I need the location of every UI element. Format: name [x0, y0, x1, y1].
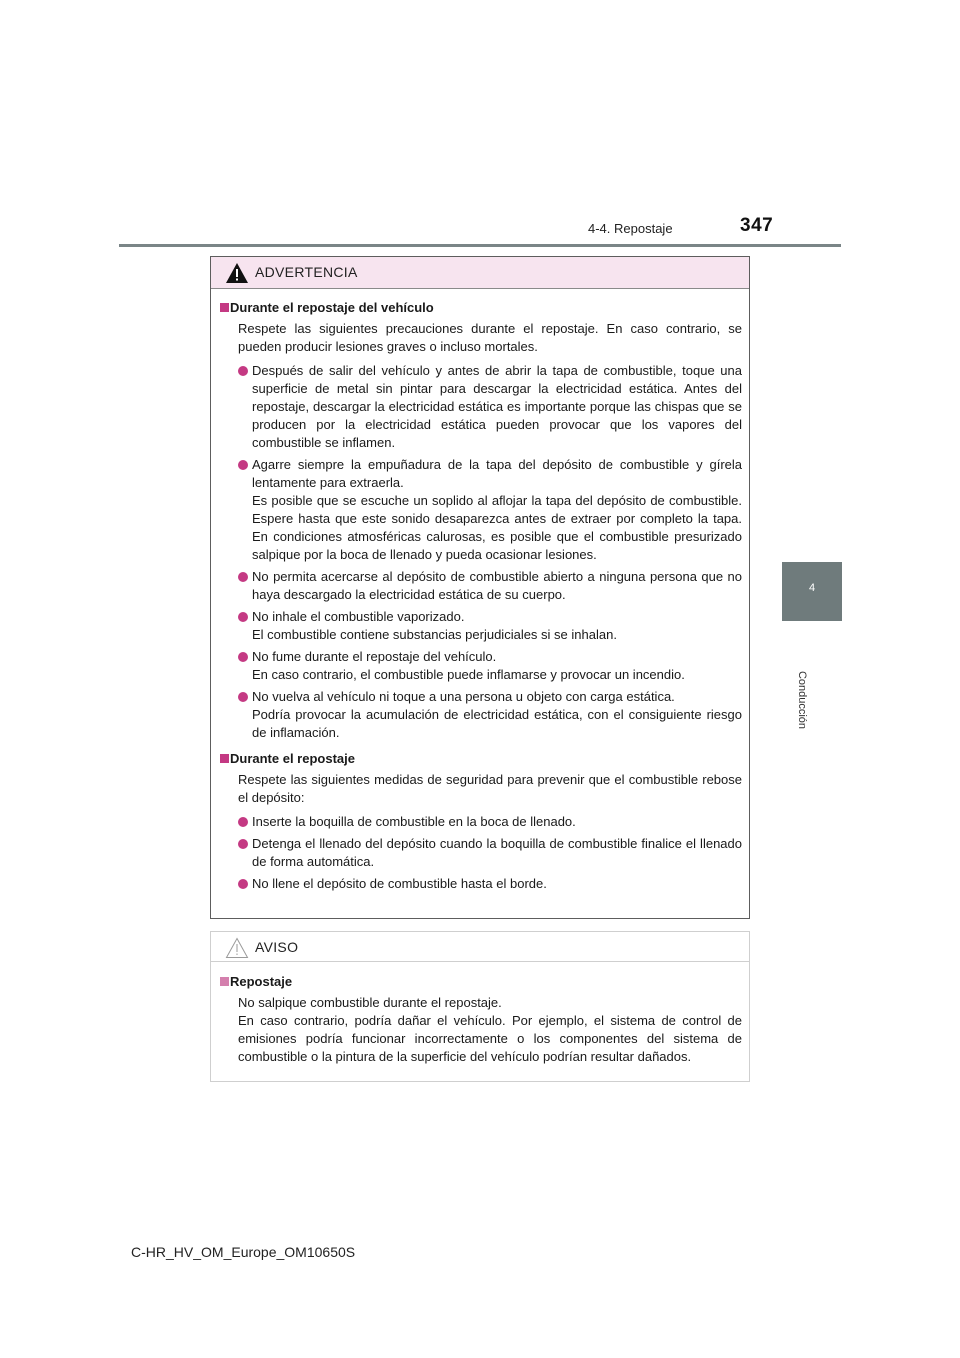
round-bullet-icon — [238, 652, 248, 662]
warning-triangle-icon — [225, 262, 249, 284]
caution-triangle-outline-icon — [225, 937, 249, 959]
round-bullet-icon — [238, 817, 248, 827]
notice-box-content — [220, 973, 742, 1072]
round-bullet-icon — [238, 366, 248, 376]
square-bullet-icon — [220, 303, 229, 312]
warning-section-intro: Respete las siguientes medidas de seguridad para prevenir que el combustible rebose el depósito: — [238, 772, 742, 805]
running-header-section: 4-4. Repostaje — [588, 221, 673, 236]
warning-section-heading-text: Durante el repostaje — [230, 751, 355, 766]
warning-box-header — [211, 257, 749, 289]
warning-section-heading — [220, 299, 742, 317]
list-item — [220, 688, 742, 742]
page-number: 347 — [740, 215, 774, 236]
notice-heading-text: Repostaje — [230, 974, 293, 989]
list-item-text: Detenga el llenado del depósito cuando la boquilla de combustible finalice el llenado de forma automática. — [252, 836, 742, 869]
notice-box-title: AVISO — [255, 939, 299, 955]
list-item — [220, 608, 742, 644]
chapter-tab — [782, 562, 842, 621]
notice-box — [210, 931, 750, 1082]
square-bullet-icon — [220, 977, 229, 986]
warning-item-list — [220, 813, 742, 893]
warning-box-content — [220, 299, 742, 901]
warning-box-title: ADVERTENCIA — [255, 264, 358, 280]
warning-section-heading — [220, 750, 742, 768]
list-item — [220, 875, 742, 893]
round-bullet-icon — [238, 692, 248, 702]
round-bullet-icon — [238, 460, 248, 470]
round-bullet-icon — [238, 612, 248, 622]
list-item-text: Agarre siempre la empuñadura de la tapa del depósito de combustible y gírela lentamente para extraerla. Es posible que se escuche un soplido al aflojar la tapa del depósito de combustible. Espere hasta que este sonido desaparezca antes de extraer por completo la tapa. En condiciones atmosféricas calurosas, es posible que el combustible presurizado salpique por la boca de llenado y pueda ocasionar lesiones. — [252, 457, 742, 562]
warning-section-intro: Respete las siguientes precauciones durante el repostaje. En caso contrario, se pueden producir lesiones graves o incluso mortales. — [238, 321, 742, 354]
chapter-label: Conducción — [796, 670, 808, 730]
list-item — [220, 648, 742, 684]
notice-heading — [220, 973, 742, 991]
list-item-text: No permita acercarse al depósito de combustible abierto a ninguna persona que no haya descargado la electricidad estática de su cuerpo. — [252, 569, 742, 602]
warning-section-heading-text: Durante el repostaje del vehículo — [230, 300, 434, 315]
round-bullet-icon — [238, 839, 248, 849]
list-item-text: No fume durante el repostaje del vehículo. En caso contrario, el combustible puede inflamarse y provocar un incendio. — [252, 649, 685, 682]
round-bullet-icon — [238, 879, 248, 889]
list-item-text: No inhale el combustible vaporizado. El combustible contiene substancias perjudiciales si se inhalan. — [252, 609, 617, 642]
list-item — [220, 456, 742, 564]
chapter-number: 4 — [808, 582, 816, 594]
header-rule — [119, 244, 841, 247]
list-item — [220, 813, 742, 831]
round-bullet-icon — [238, 572, 248, 582]
list-item-text: Inserte la boquilla de combustible en la boca de llenado. — [252, 814, 576, 829]
warning-box — [210, 256, 750, 919]
list-item-text: No vuelva al vehículo ni toque a una persona u objeto con carga estática. Podría provocar la acumulación de electricidad estática, con el consiguiente riesgo de inflamación. — [252, 689, 742, 740]
list-item — [220, 568, 742, 604]
square-bullet-icon — [220, 754, 229, 763]
list-item — [220, 362, 742, 452]
notice-text: No salpique combustible durante el repostaje. En caso contrario, podría dañar el vehículo. Por ejemplo, el sistema de control de emisiones podría funcionar incorrectamente o los componentes del sistema de combustible o la pintura de la superficie del vehículo podrían resultar dañados. — [238, 995, 742, 1064]
notice-box-header — [211, 932, 749, 962]
document-id: C-HR_HV_OM_Europe_OM10650S — [131, 1244, 356, 1260]
warning-item-list — [220, 362, 742, 742]
list-item-text: Después de salir del vehículo y antes de abrir la tapa de combustible, toque una superficie de metal sin pintar para descargar la electricidad estática. Antes del repostaje, descargar la electricidad estática es importante porque las chispas que se producen por la electricidad estática pueden provocar que los vapores del combustible se inflamen. — [252, 363, 742, 450]
list-item — [220, 835, 742, 871]
list-item-text: No llene el depósito de combustible hasta el borde. — [252, 876, 547, 891]
